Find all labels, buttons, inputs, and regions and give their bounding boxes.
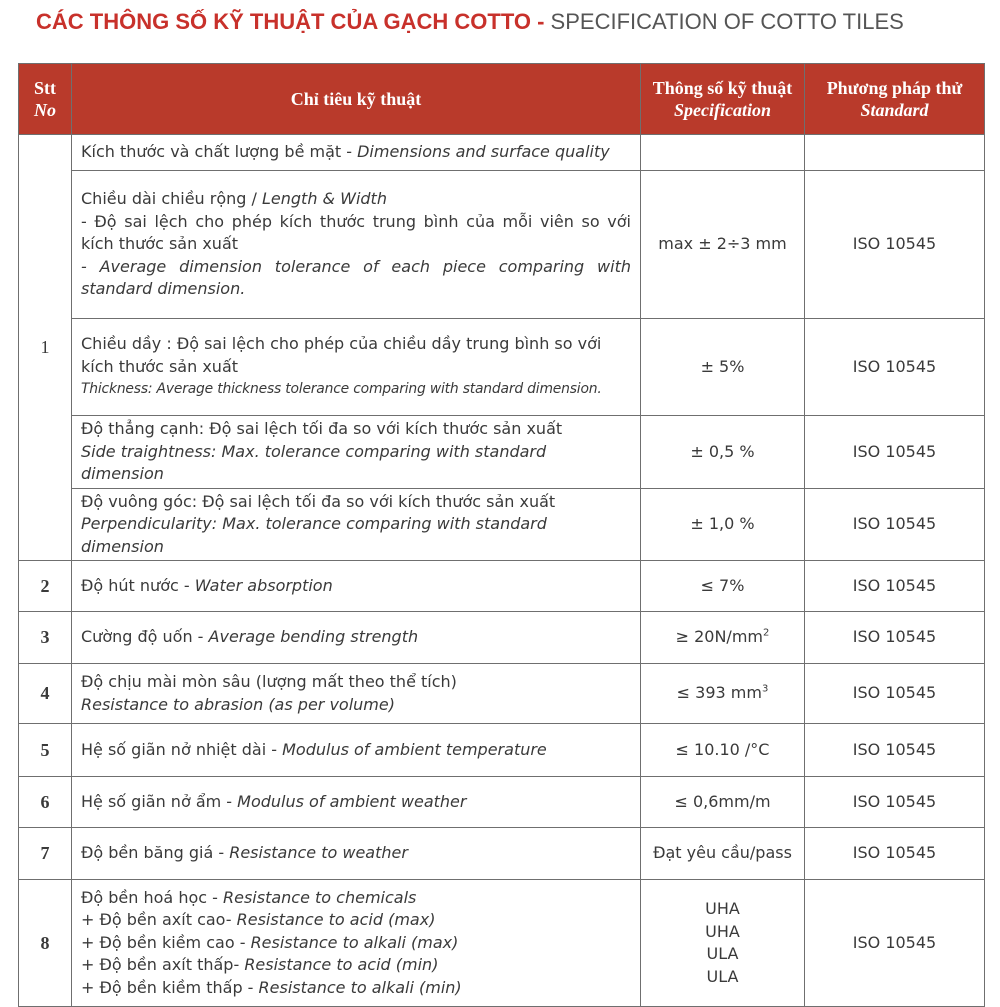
row-specification: ≤ 10.10 /°C	[641, 724, 805, 777]
specification-table	[18, 63, 985, 1007]
table-row	[19, 561, 985, 612]
row-number: 2	[19, 561, 72, 612]
row-standard: ISO 10545	[805, 489, 985, 561]
row-specification: ± 1,0 %	[641, 489, 805, 561]
row-standard	[805, 135, 985, 171]
row-description: Độ chịu mài mòn sâu (lượng mất theo thể tích) Resistance to abrasion (as per volume)	[72, 664, 641, 724]
row-standard: ISO 10545	[805, 664, 985, 724]
row-number: 3	[19, 612, 72, 664]
row-specification: UHA UHA ULA ULA	[641, 880, 805, 1007]
row-number: 5	[19, 724, 72, 777]
row-specification: Đạt yêu cầu/pass	[641, 828, 805, 880]
row-specification: ≤ 393 $mm^3$	[641, 664, 805, 724]
row-specification: ≥ $20N/mm^2$	[641, 612, 805, 664]
row-specification	[641, 135, 805, 171]
row-description: Độ thẳng cạnh: Độ sai lệch tối đa so với kích thước sản xuất Side traightness: Max. tolerance comparing with standard dimension	[72, 416, 641, 489]
header-stt: Stt No	[19, 64, 72, 135]
table-row	[19, 777, 985, 828]
table-row	[19, 135, 985, 171]
table-header-row	[19, 64, 985, 135]
row-description: Chiều dầy : Độ sai lệch cho phép của chiều dầy trung bình so với kích thước sản xuất Thickness: Average thickness tolerance comparing with standard dimension.	[72, 319, 641, 416]
header-specification: Thông số kỹ thuật Specification	[641, 64, 805, 135]
row-specification: ± 0,5 %	[641, 416, 805, 489]
table-row	[19, 664, 985, 724]
header-standard: Phương pháp thử Standard	[805, 64, 985, 135]
row-description: Kích thước và chất lượng bề mặt - Dimensions and surface quality	[72, 135, 641, 171]
row-standard: ISO 10545	[805, 561, 985, 612]
title-vietnamese: CÁC THÔNG SỐ KỸ THUẬT CỦA GẠCH COTTO -	[36, 9, 551, 34]
table-row	[19, 828, 985, 880]
row-description: Độ bền băng giá - Resistance to weather	[72, 828, 641, 880]
row-description: Độ vuông góc: Độ sai lệch tối đa so với kích thước sản xuất Perpendicularity: Max. tolerance comparing with standard dimension	[72, 489, 641, 561]
row-number: 1	[19, 135, 72, 561]
table-row	[19, 880, 985, 1007]
row-description: Hệ số giãn nở ẩm - Modulus of ambient weather	[72, 777, 641, 828]
row-description: Độ hút nước - Water absorption	[72, 561, 641, 612]
row-standard: ISO 10545	[805, 777, 985, 828]
row-standard: ISO 10545	[805, 416, 985, 489]
row-standard: ISO 10545	[805, 171, 985, 319]
row-standard: ISO 10545	[805, 319, 985, 416]
row-standard: ISO 10545	[805, 828, 985, 880]
table-row	[19, 416, 985, 489]
row-number: 7	[19, 828, 72, 880]
row-standard: ISO 10545	[805, 724, 985, 777]
row-specification: ≤ 0,6mm/m	[641, 777, 805, 828]
row-standard: ISO 10545	[805, 880, 985, 1007]
table-row	[19, 319, 985, 416]
row-description: Chiều dài chiều rộng / Length & Width - Độ sai lệch cho phép kích thước trung bình của mỗi viên so với kích thước sản xuất - Average dimension tolerance of each piece comparing with standard dimension.	[72, 171, 641, 319]
table-row	[19, 612, 985, 664]
page-title	[36, 7, 904, 37]
header-criteria: Chỉ tiêu kỹ thuật	[72, 64, 641, 135]
row-specification: ± 5%	[641, 319, 805, 416]
table-row	[19, 724, 985, 777]
title-english: SPECIFICATION OF COTTO TILES	[550, 9, 904, 34]
row-standard: ISO 10545	[805, 612, 985, 664]
row-specification: ≤ 7%	[641, 561, 805, 612]
row-description: Độ bền hoá học - Resistance to chemicals + Độ bền axít cao- Resistance to acid (max) + Độ bền kiềm cao - Resistance to alkali (max) + Độ bền axít thấp- Resistance to acid (min) + Độ bền kiềm thấp - Resistance to alkali (min)	[72, 880, 641, 1007]
table-row	[19, 489, 985, 561]
row-number: 8	[19, 880, 72, 1007]
row-description: Hệ số giãn nở nhiệt dài - Modulus of ambient temperature	[72, 724, 641, 777]
row-number: 4	[19, 664, 72, 724]
table-row	[19, 171, 985, 319]
row-description: Cường độ uốn - Average bending strength	[72, 612, 641, 664]
row-specification: max ± 2÷3 mm	[641, 171, 805, 319]
row-number: 6	[19, 777, 72, 828]
